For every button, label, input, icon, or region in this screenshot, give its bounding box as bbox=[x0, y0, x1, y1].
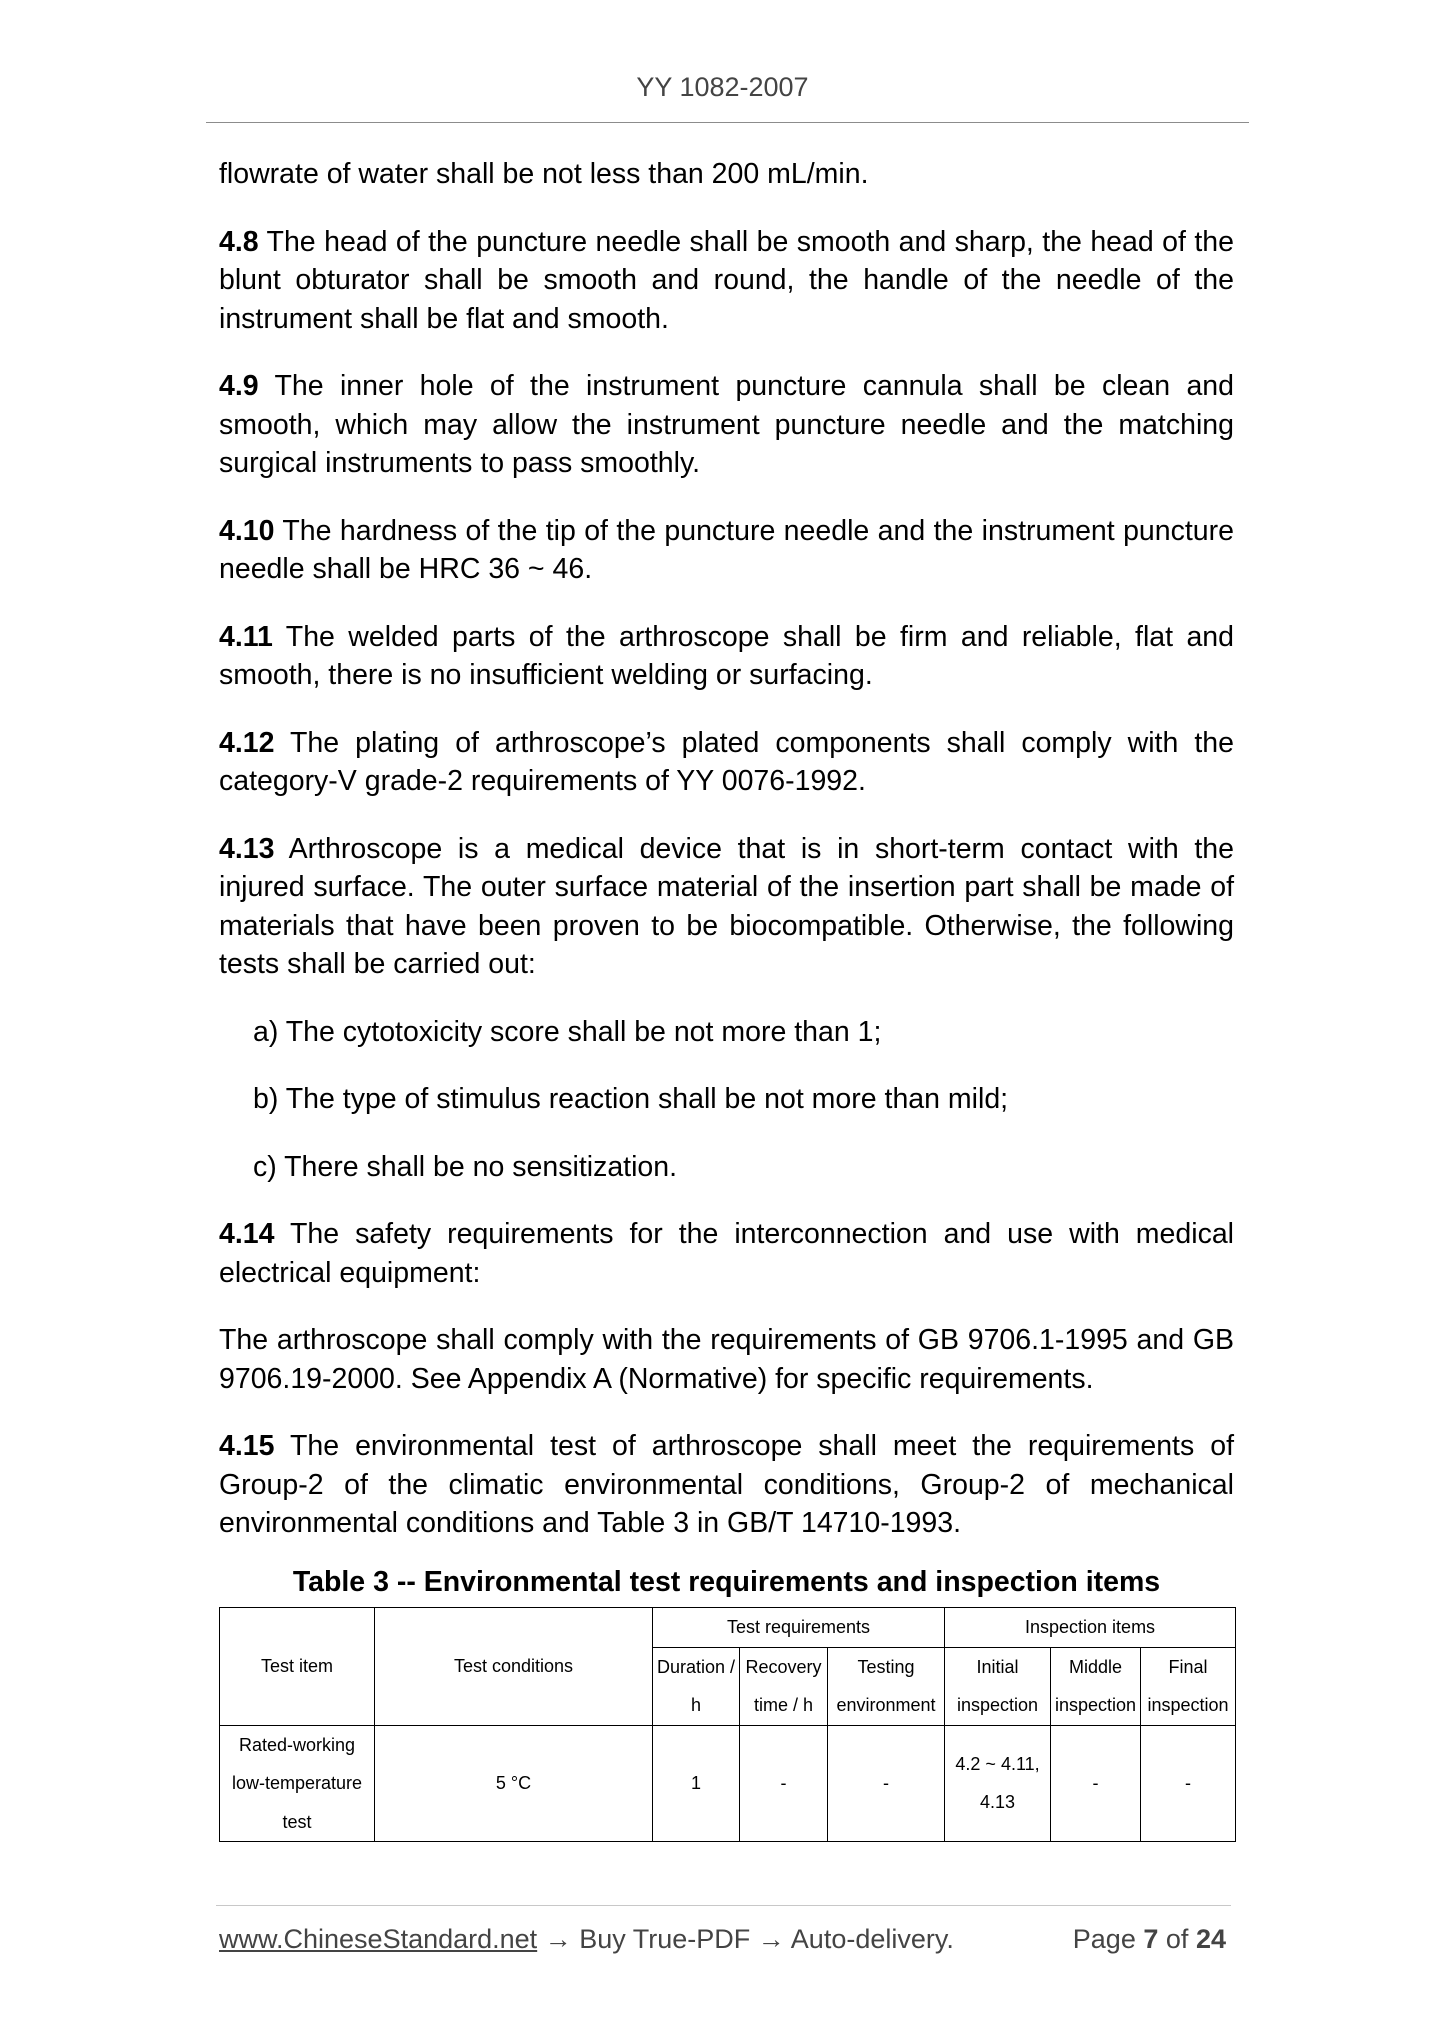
arrow-icon: → bbox=[544, 1924, 572, 1954]
clause-text: The environmental test of arthroscope shall meet the requirements of Group-2 of the climatic environmental conditions, Group-2 of mechanical environmental conditions and Table 3 in GB/T 14710-1993. bbox=[219, 1430, 1234, 1539]
header-recovery-unit: time / h bbox=[740, 1686, 828, 1725]
header-recovery: Recovery bbox=[740, 1647, 828, 1686]
clause-text: The hardness of the tip of the puncture needle and the instrument puncture needle shall be HRC 36 ~ 46. bbox=[219, 514, 1234, 585]
cell-conditions: 5 °C bbox=[375, 1725, 653, 1842]
footer-promo bbox=[219, 1924, 954, 1955]
clause-text: The head of the puncture needle shall be smooth and sharp, the head of the blunt obturator shall be smooth and round, the handle of the needle of the instrument shall be flat and smooth. bbox=[219, 225, 1234, 335]
clause-number: 4.13 bbox=[219, 832, 275, 865]
header-inspection-items: Inspection items bbox=[945, 1608, 1236, 1648]
header-duration: Duration / bbox=[653, 1647, 740, 1686]
header-final-2: inspection bbox=[1141, 1686, 1236, 1725]
clause-4-10 bbox=[219, 512, 1234, 589]
list-item-a: a) The cytotoxicity score shall be not more than 1; bbox=[253, 1015, 882, 1048]
header-test-conditions: Test conditions bbox=[375, 1608, 653, 1726]
clause-text: The safety requirements for the interconnection and use with medical electrical equipment: bbox=[219, 1218, 1234, 1289]
paragraph-flowrate bbox=[219, 155, 1234, 194]
clause-4-12 bbox=[219, 724, 1234, 801]
clause-number: 4.11 bbox=[219, 620, 273, 653]
clause-4-15 bbox=[219, 1427, 1234, 1543]
clause-4-14 bbox=[219, 1215, 1234, 1292]
cell-line: test bbox=[282, 1811, 312, 1832]
page-number: 7 bbox=[1143, 1924, 1159, 1954]
buy-true-pdf-text: Buy True-PDF bbox=[579, 1924, 751, 1954]
header-duration-unit: h bbox=[653, 1686, 740, 1725]
cell-line: low-temperature bbox=[231, 1773, 363, 1793]
of-label: of bbox=[1165, 1924, 1189, 1954]
clause-number: 4.10 bbox=[219, 514, 275, 547]
page-label: Page bbox=[1072, 1924, 1136, 1954]
clause-4-13 bbox=[219, 830, 1234, 984]
cell-environment: - bbox=[828, 1725, 945, 1842]
list-item-c: c) There shall be no sensitization. bbox=[253, 1150, 678, 1183]
header-initial-2: inspection bbox=[945, 1686, 1051, 1725]
cell-line: 4.13 bbox=[980, 1792, 1016, 1813]
environmental-test-table bbox=[219, 1607, 1236, 1842]
website-link[interactable]: www.ChineseStandard.net bbox=[219, 1924, 538, 1954]
clause-number: 4.15 bbox=[219, 1430, 275, 1462]
auto-delivery-text: Auto-delivery. bbox=[790, 1924, 954, 1954]
header-divider bbox=[206, 122, 1249, 123]
cell-test-item bbox=[220, 1725, 375, 1842]
paragraph-gb9706 bbox=[219, 1321, 1234, 1398]
clause-number: 4.12 bbox=[219, 726, 275, 759]
cell-final: - bbox=[1141, 1725, 1236, 1842]
header-test-item: Test item bbox=[220, 1608, 375, 1726]
footer-divider bbox=[216, 1905, 1231, 1906]
clause-text: The inner hole of the instrument puncture cannula shall be clean and smooth, which may allow the instrument puncture needle and the matching surgical instruments to pass smoothly. bbox=[219, 370, 1234, 479]
page-total: 24 bbox=[1195, 1924, 1226, 1954]
header-testing: Testing bbox=[828, 1647, 945, 1686]
clause-number: 4.8 bbox=[219, 225, 259, 258]
table-header-row bbox=[220, 1608, 1236, 1648]
cell-initial bbox=[945, 1725, 1051, 1842]
list-item-b: b) The type of stimulus reaction shall be not more than mild; bbox=[253, 1083, 1009, 1115]
paragraph-text: flowrate of water shall be not less than 200 mL/min. bbox=[219, 158, 869, 190]
arrow-icon: → bbox=[757, 1924, 785, 1954]
clause-text: Arthroscope is a medical device that is in short-term contact with the injured surface. The outer surface material of the insertion part shall be made of materials that have been proven to be biocompatible. Otherwise, the following tests shall be carried out: bbox=[219, 832, 1234, 980]
clause-4-9 bbox=[219, 367, 1234, 483]
cell-recovery: - bbox=[740, 1725, 828, 1842]
header-middle: Middle bbox=[1051, 1647, 1141, 1686]
clause-number: 4.9 bbox=[219, 370, 259, 402]
clause-text: The plating of arthroscope’s plated components shall comply with the category-V grade-2 requirements of YY 0076-1992. bbox=[219, 726, 1234, 797]
document-body bbox=[219, 155, 1234, 1572]
clause-number: 4.14 bbox=[219, 1218, 275, 1250]
header-testing-2: environment bbox=[828, 1686, 945, 1725]
table-title: Table 3 -- Environmental test requirements and inspection items bbox=[292, 1566, 1161, 1598]
clause-4-8 bbox=[219, 223, 1234, 339]
header-test-requirements: Test requirements bbox=[653, 1608, 945, 1648]
paragraph-text: The arthroscope shall comply with the requirements of GB 9706.1-1995 and GB 9706.19-2000. See Appendix A (Normative) for specific requirements. bbox=[219, 1324, 1234, 1395]
document-header-title: YY 1082-2007 bbox=[636, 72, 809, 102]
cell-middle: - bbox=[1051, 1725, 1141, 1842]
cell-line: 4.2 ~ 4.11, bbox=[955, 1753, 1040, 1774]
table-row bbox=[220, 1725, 1236, 1842]
page-indicator bbox=[1073, 1924, 1226, 1955]
clause-4-11 bbox=[219, 618, 1234, 695]
clause-text: The welded parts of the arthroscope shall be firm and reliable, flat and smooth, there is no insufficient welding or surfacing. bbox=[219, 620, 1234, 691]
header-final: Final bbox=[1141, 1647, 1236, 1686]
cell-line: Rated-working bbox=[238, 1734, 356, 1755]
header-initial: Initial bbox=[945, 1647, 1051, 1686]
header-middle-2: inspection bbox=[1051, 1686, 1141, 1725]
cell-duration: 1 bbox=[653, 1725, 740, 1842]
